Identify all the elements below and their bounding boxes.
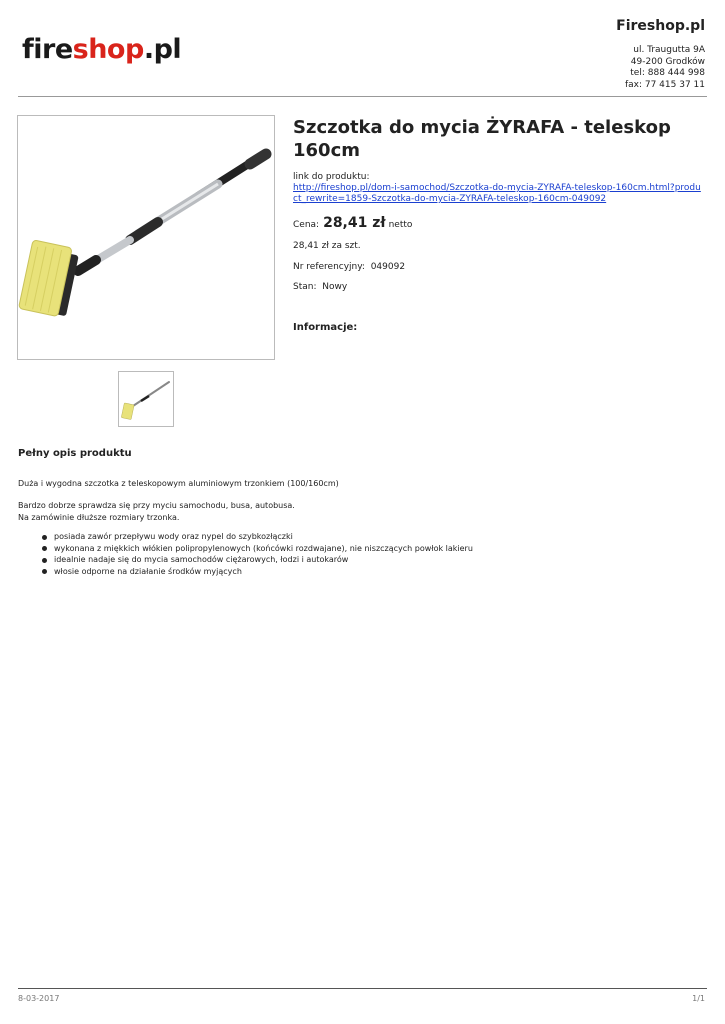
product-thumbnail[interactable] bbox=[118, 371, 174, 427]
feature-list bbox=[40, 531, 473, 577]
address-street: ul. Traugutta 9A bbox=[633, 45, 705, 55]
condition: Stan: Nowy bbox=[293, 282, 348, 292]
list-item: włosie odporne na działanie środków myjących bbox=[40, 566, 473, 578]
address-city: 49-200 Grodków bbox=[630, 56, 705, 67]
product-link[interactable]: http://fireshop.pl/dom-i-samochod/Szczotka-do-mycia-ZYRAFA-teleskop-160cm.html?product_rewrite=1859-Szczotka-do-mycia-ZYRAFA-teleskop-160cm-049092 bbox=[293, 183, 701, 204]
phone: tel: 888 444 998 bbox=[630, 68, 705, 78]
page-number: 1/1 bbox=[692, 994, 705, 1003]
print-date: 8-03-2017 bbox=[18, 994, 60, 1003]
footer-divider bbox=[18, 988, 707, 989]
product-image bbox=[17, 115, 275, 360]
fireshop-logo: fireshop.pl bbox=[22, 34, 182, 65]
list-item: posiada zawór przepływu wody oraz nypel do szybkozłączki bbox=[40, 531, 473, 543]
price-label: Cena: bbox=[293, 220, 320, 230]
product-title: Szczotka do mycia ŻYRAFA - teleskop 160cm bbox=[293, 117, 671, 161]
description-paragraph-2: Bardzo dobrze sprawdza się przy myciu samochodu, busa, autobusa. Na zamówinie dłuższe rozmiary trzonka. bbox=[18, 501, 295, 522]
condition-value: Nowy bbox=[322, 282, 348, 292]
store-name: Fireshop.pl bbox=[616, 18, 705, 34]
store-contact bbox=[625, 45, 705, 91]
list-item: wykonana z miękkich włókien polipropylenowych (końcówki rozdwajane), nie niszczących powłok lakieru bbox=[40, 543, 473, 555]
price-suffix: netto bbox=[388, 220, 413, 230]
reference-value: 049092 bbox=[370, 262, 406, 272]
list-item: idealnie nadaje się do mycia samochodów ciężarowych, łodzi i autokarów bbox=[40, 554, 473, 566]
description-paragraph: Duża i wygodna szczotka z teleskopowym aluminiowym trzonkiem (100/160cm) bbox=[18, 479, 339, 488]
full-description-heading: Pełny opis produktu bbox=[18, 448, 132, 459]
unit-price: 28,41 zł za szt. bbox=[293, 241, 361, 251]
fax: fax: 77 415 37 11 bbox=[624, 79, 705, 90]
price-value: 28,41 zł bbox=[323, 215, 386, 231]
reference-number: Nr referencyjny: 049092 bbox=[293, 262, 406, 272]
header-divider bbox=[18, 96, 707, 97]
info-heading: Informacje: bbox=[293, 322, 358, 333]
price-row bbox=[293, 215, 412, 231]
product-link-label: link do produktu: bbox=[293, 172, 370, 182]
